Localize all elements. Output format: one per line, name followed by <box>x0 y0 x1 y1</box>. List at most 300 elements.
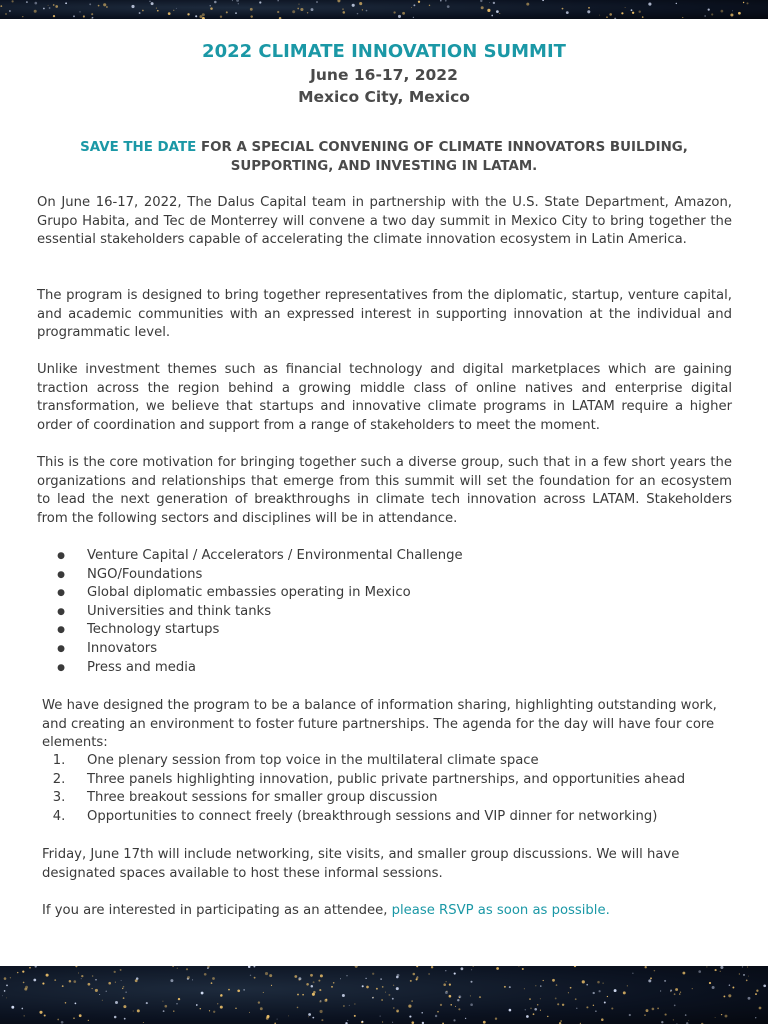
light-dot <box>0 5 2 7</box>
light-dot <box>362 9 363 10</box>
light-dot <box>437 1011 439 1013</box>
light-dot <box>237 989 240 992</box>
light-dot <box>537 1004 539 1006</box>
list-item: ● Innovators <box>57 640 158 656</box>
light-dot <box>562 1004 564 1006</box>
light-dot <box>586 1006 588 1008</box>
light-dot <box>11 1006 14 1009</box>
light-dot <box>582 980 585 983</box>
light-dot <box>445 970 446 971</box>
light-dot <box>254 977 256 979</box>
light-dot <box>347 1020 348 1021</box>
light-dot <box>228 989 230 991</box>
light-dot <box>331 986 333 988</box>
light-dot <box>711 13 713 15</box>
light-dot <box>324 999 327 1002</box>
light-dot <box>124 1018 126 1020</box>
light-dot <box>385 992 386 993</box>
light-dot <box>34 10 37 13</box>
light-dot <box>392 1022 393 1023</box>
light-dot <box>316 1 318 3</box>
light-dot <box>721 1014 722 1015</box>
light-dot <box>728 994 731 997</box>
light-dot <box>588 7 590 9</box>
light-dot <box>763 984 766 987</box>
light-dot <box>535 985 536 986</box>
light-dot <box>73 15 75 17</box>
light-dot <box>730 13 733 16</box>
light-dot <box>307 12 308 13</box>
light-dot <box>298 3 299 4</box>
light-dot <box>114 1016 117 1019</box>
light-dot <box>308 1013 311 1016</box>
light-dot <box>446 981 447 982</box>
light-dot <box>340 978 341 979</box>
light-dot <box>142 10 144 12</box>
light-dot <box>443 983 446 986</box>
light-dot <box>259 1 261 3</box>
light-dot <box>277 11 279 13</box>
light-dot <box>440 1004 442 1006</box>
light-dot <box>599 15 600 16</box>
light-dot <box>526 3 529 6</box>
light-dot <box>202 13 205 16</box>
light-dot <box>362 1021 364 1023</box>
light-dot <box>471 969 472 970</box>
light-dot <box>172 966 174 967</box>
light-dot <box>411 7 412 8</box>
light-dot <box>163 1010 165 1012</box>
light-dot <box>518 966 519 967</box>
light-dot <box>489 2 490 3</box>
light-dot <box>704 15 705 16</box>
light-dot <box>343 11 346 14</box>
light-dot <box>337 0 340 2</box>
light-dot <box>123 1005 126 1008</box>
light-dot <box>121 980 122 981</box>
light-dot <box>53 4 55 6</box>
light-dot <box>445 0 447 2</box>
light-dot <box>529 998 531 1000</box>
light-dot <box>5 13 6 14</box>
light-dot <box>570 987 572 989</box>
light-dot <box>632 973 633 974</box>
light-dot <box>748 976 749 977</box>
list-item: ● Universities and think tanks <box>57 603 272 619</box>
light-dot <box>320 1010 323 1013</box>
light-dot <box>178 998 180 1000</box>
light-dot <box>428 973 430 975</box>
light-dot <box>380 1016 381 1017</box>
light-dot <box>540 1010 541 1011</box>
light-dot <box>4 977 7 980</box>
light-dot <box>83 15 85 17</box>
light-dot <box>201 992 204 995</box>
light-dot <box>91 13 93 15</box>
light-dot <box>366 986 369 989</box>
light-dot <box>568 992 569 993</box>
light-dot <box>629 1014 631 1016</box>
light-dot <box>560 1020 562 1022</box>
paragraph-investment: Unlike investment themes such as financial technology and digital marketplaces which are gaining traction across the region behind a growing middle class of online natives and enterprise digital transformation, we believe that startups and innovative climate programs in LATAM require a higher order of coordination and support from a range of stakeholders to meet the moment. <box>37 362 732 433</box>
light-dot <box>226 11 228 13</box>
light-dot <box>176 1003 177 1004</box>
light-dot <box>308 1016 309 1017</box>
light-dot <box>81 978 82 979</box>
light-dot <box>319 989 321 991</box>
light-dot <box>682 17 683 18</box>
light-dot <box>61 1021 64 1024</box>
light-dot <box>720 966 723 969</box>
light-dot <box>209 1010 210 1011</box>
light-dot <box>2 995 3 996</box>
light-dot <box>95 979 97 981</box>
light-dot <box>133 1011 134 1012</box>
light-dot <box>9 10 11 12</box>
light-dot <box>136 977 139 980</box>
light-dot <box>106 6 108 8</box>
paragraph-program-design: We have designed the program to be a balance of information sharing, highlighting outstanding work, and creating an environment to foster future partnerships. The agenda for the day will have four core elements: <box>42 698 717 750</box>
light-dot <box>200 1008 201 1009</box>
light-dot <box>81 975 83 977</box>
light-dot <box>674 1005 676 1007</box>
light-dot <box>650 977 652 979</box>
light-dot <box>6 985 8 987</box>
light-dot <box>675 988 678 991</box>
light-dot <box>253 966 255 967</box>
list-item: ● Press and media <box>57 659 196 675</box>
light-dot <box>288 1015 289 1016</box>
light-dot <box>682 972 685 975</box>
light-dot <box>120 969 122 971</box>
paragraph-motivation: This is the core motivation for bringing together such a diverse group, such that in a few short years the organizations and relationships that emerge from this summit will set the foundation for an ecosystem to lead the next generation of breakthroughs in climate tech innovation across LATAM. Stakeholders from the following sectors and disciplines will be in attendance. <box>37 455 732 526</box>
light-dot <box>524 988 525 989</box>
light-dot <box>470 981 472 983</box>
light-dot <box>114 971 116 973</box>
light-dot <box>664 980 666 982</box>
light-dot <box>435 1015 437 1017</box>
light-dot <box>470 1003 473 1006</box>
light-dot <box>75 1003 77 1005</box>
light-dot <box>342 994 345 997</box>
light-dot <box>95 989 98 992</box>
light-dot <box>593 1005 594 1006</box>
light-dot <box>708 8 710 10</box>
light-dot <box>555 997 557 999</box>
light-dot <box>131 5 134 8</box>
light-dot <box>575 998 577 1000</box>
light-dot <box>43 8 45 10</box>
light-dot <box>143 1022 144 1023</box>
light-dot <box>556 984 558 986</box>
light-dot <box>547 1016 548 1017</box>
light-dot <box>137 1009 140 1012</box>
light-dot <box>267 1015 270 1018</box>
light-dot <box>232 0 233 1</box>
light-dot <box>416 977 418 979</box>
light-dot <box>416 966 418 967</box>
light-dot <box>69 980 72 983</box>
light-dot <box>220 1006 223 1009</box>
light-dot <box>125 992 126 993</box>
light-dot <box>157 10 159 12</box>
light-dot <box>236 0 239 2</box>
light-dot <box>33 979 36 982</box>
light-dot <box>29 967 31 969</box>
light-dot <box>607 996 608 997</box>
light-dot <box>461 967 464 970</box>
light-dot <box>243 989 244 990</box>
light-dot <box>623 991 626 994</box>
light-dot <box>673 1019 674 1020</box>
light-dot <box>220 994 222 996</box>
light-dot <box>173 10 174 11</box>
light-dot <box>665 1014 667 1016</box>
light-dot <box>382 1021 383 1022</box>
light-dot <box>278 0 279 1</box>
light-dot <box>211 982 213 984</box>
light-dot <box>747 966 748 967</box>
light-dot <box>269 974 272 977</box>
light-dot <box>453 1019 455 1021</box>
light-dot <box>680 992 681 993</box>
save-the-date-text: FOR A SPECIAL CONVENING OF CLIMATE INNOVATORS BUILDING, SUPPORTING, AND INVESTING IN LATAM. <box>196 140 688 174</box>
light-dot <box>168 12 171 15</box>
light-dot <box>62 985 64 987</box>
light-dot <box>292 10 295 13</box>
light-dot <box>48 5 49 6</box>
light-dot <box>57 1019 59 1021</box>
light-dot <box>65 2 67 4</box>
light-dot <box>23 982 25 984</box>
light-dot <box>6 997 7 998</box>
light-dot <box>321 1019 323 1021</box>
light-dot <box>739 973 740 974</box>
light-dot <box>79 11 80 12</box>
light-dot <box>487 9 490 12</box>
light-dot <box>23 1015 24 1016</box>
light-dot <box>192 979 193 980</box>
light-dot <box>586 984 588 986</box>
light-dot <box>540 998 541 999</box>
light-dot <box>449 995 452 998</box>
light-dot <box>755 993 757 995</box>
light-dot <box>493 2 495 4</box>
light-dot <box>654 970 656 972</box>
light-dot <box>17 972 18 973</box>
light-dot <box>698 970 701 973</box>
light-dot <box>373 997 374 998</box>
light-dot <box>661 1021 663 1023</box>
light-dot <box>756 990 758 992</box>
light-dot <box>457 999 459 1001</box>
light-dot <box>277 1019 278 1020</box>
light-dot <box>574 966 576 967</box>
light-dot <box>566 11 569 14</box>
light-dot <box>755 1017 756 1018</box>
light-dot <box>139 12 141 14</box>
light-dot <box>648 3 651 6</box>
light-dot <box>199 15 202 18</box>
light-dot <box>676 3 677 4</box>
light-dot <box>313 981 315 983</box>
light-dot <box>279 17 282 19</box>
light-dot <box>743 974 745 976</box>
light-dot <box>46 974 49 977</box>
city-lights-graphic <box>0 0 768 19</box>
light-dot <box>250 15 252 17</box>
light-dot <box>530 1008 532 1010</box>
light-dot <box>421 1012 423 1014</box>
light-dot <box>320 1000 322 1002</box>
light-dot <box>393 1007 395 1009</box>
light-dot <box>723 995 725 997</box>
light-dot <box>685 1014 687 1016</box>
light-dot <box>491 15 493 17</box>
light-dot <box>156 8 157 9</box>
light-dot <box>595 1010 597 1012</box>
light-dot <box>54 979 56 981</box>
light-dot <box>195 15 197 17</box>
light-dot <box>35 966 37 968</box>
light-dot <box>402 12 405 15</box>
light-dot <box>249 1012 250 1013</box>
light-dot <box>217 1003 218 1004</box>
light-dot <box>343 1005 345 1007</box>
light-dot <box>481 6 484 9</box>
light-dot <box>92 17 94 19</box>
light-dot <box>265 972 268 975</box>
light-dot <box>587 10 590 13</box>
light-dot <box>108 982 111 985</box>
light-dot <box>102 1000 103 1001</box>
light-dot <box>657 1008 659 1010</box>
light-dot <box>162 1001 163 1002</box>
top-banner-image <box>0 0 768 19</box>
light-dot <box>625 7 626 8</box>
light-dot <box>98 5 100 7</box>
light-dot <box>39 1011 42 1014</box>
light-dot <box>525 1009 526 1010</box>
light-dot <box>715 1017 716 1018</box>
light-dot <box>499 13 500 14</box>
light-dot <box>164 1005 167 1008</box>
paragraph-intro: On June 16-17, 2022, The Dalus Capital team in partnership with the U.S. State Department, Amazon, Grupo Habita, and Tec de Monterrey will convene a two day summit in Mexico City to bring together the essential stakeholders capable of accelerating the climate innovation ecosystem in Latin America. <box>37 195 732 247</box>
light-dot <box>470 995 471 996</box>
light-dot <box>648 979 651 982</box>
light-dot <box>235 1008 236 1009</box>
light-dot <box>99 994 100 995</box>
light-dot <box>465 1018 466 1019</box>
light-dot <box>311 8 314 11</box>
light-dot <box>408 1005 411 1008</box>
light-dot <box>376 988 378 990</box>
light-dot <box>55 5 58 8</box>
light-dot <box>496 10 499 13</box>
light-dot <box>312 1017 314 1019</box>
light-dot <box>397 1011 398 1012</box>
bottom-banner-image <box>0 966 768 1024</box>
light-dot <box>670 991 671 992</box>
list-item: ● NGO/Foundations <box>57 566 203 582</box>
light-dot <box>297 994 299 996</box>
light-dot <box>186 968 188 970</box>
list-item: 2. Three panels highlighting innovation, public private partnerships, and opportunities ahead <box>52 771 686 787</box>
light-dot <box>260 1007 263 1010</box>
light-dot <box>413 4 415 6</box>
light-dot <box>123 997 125 999</box>
light-dot <box>250 8 253 11</box>
light-dot <box>238 3 239 4</box>
light-dot <box>606 16 608 18</box>
light-dot <box>593 992 595 994</box>
light-dot <box>381 999 383 1001</box>
light-dot <box>214 1 217 4</box>
list-item: 3. Three breakout sessions for smaller group discussion <box>52 790 438 806</box>
light-dot <box>220 16 222 18</box>
light-dot <box>396 976 399 979</box>
light-dot <box>349 1005 350 1006</box>
light-dot <box>382 986 384 988</box>
light-dot <box>298 979 300 981</box>
light-dot <box>297 8 299 10</box>
light-dot <box>342 8 344 10</box>
light-dot <box>732 987 734 989</box>
light-dot <box>644 1014 646 1016</box>
save-the-date-highlight: SAVE THE DATE <box>80 140 197 155</box>
light-dot <box>320 974 323 977</box>
light-dot <box>742 966 743 967</box>
light-dot <box>674 993 676 995</box>
light-dot <box>743 2 744 3</box>
light-dot <box>396 987 399 990</box>
light-dot <box>732 10 733 11</box>
light-dot <box>22 16 23 17</box>
light-dot <box>380 978 381 979</box>
light-dot <box>43 982 45 984</box>
light-dot <box>473 966 474 967</box>
light-dot <box>318 980 320 982</box>
light-dot <box>44 1014 46 1016</box>
light-dot <box>210 7 213 10</box>
light-dot <box>65 1002 67 1004</box>
light-dot <box>599 990 601 992</box>
light-dot <box>692 988 693 989</box>
light-dot <box>455 1006 456 1007</box>
light-dot <box>459 997 460 998</box>
light-dot <box>688 1020 689 1021</box>
attendee-list <box>42 547 732 677</box>
light-dot <box>483 1021 486 1024</box>
light-dot <box>440 0 442 2</box>
light-dot <box>495 1017 497 1019</box>
light-dot <box>92 988 93 989</box>
light-dot <box>410 980 412 982</box>
light-dot <box>429 5 430 6</box>
light-dot <box>91 18 92 19</box>
light-dot <box>89 3 91 5</box>
light-dot <box>88 1020 89 1021</box>
light-dot <box>480 0 482 2</box>
light-dot <box>92 975 94 977</box>
light-dot <box>543 980 544 981</box>
light-dot <box>310 974 313 977</box>
rsvp-link[interactable]: please RSVP as soon as possible. <box>391 903 610 918</box>
light-dot <box>534 1008 537 1011</box>
light-dot <box>631 9 633 11</box>
light-dot <box>354 1015 356 1017</box>
light-dot <box>679 993 680 994</box>
